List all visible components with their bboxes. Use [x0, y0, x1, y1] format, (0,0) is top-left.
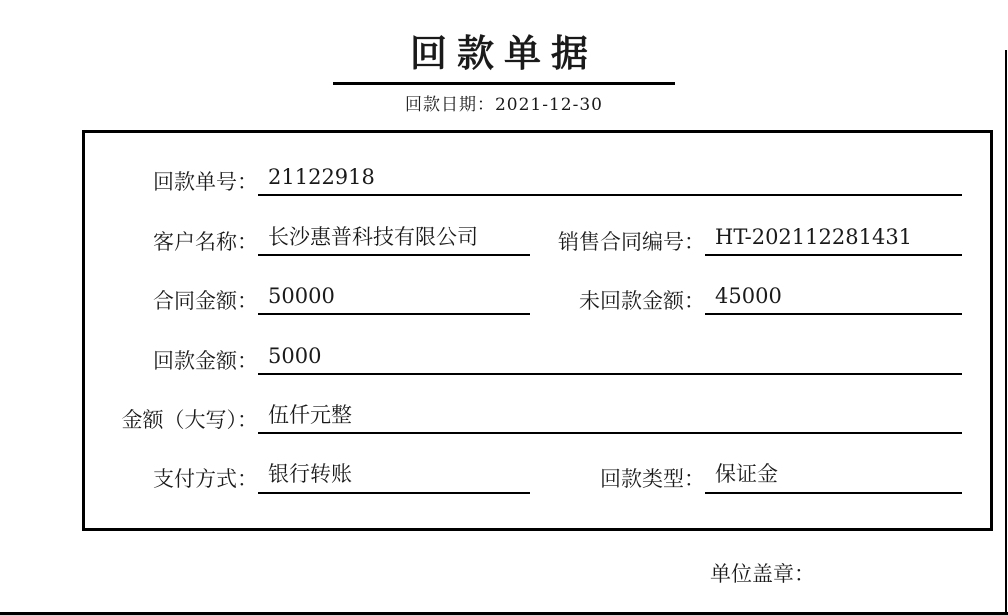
title-underline	[333, 82, 675, 85]
page-title: 回款单据	[410, 31, 598, 75]
contract-no-value: HT-202112281431	[705, 223, 962, 256]
payment-amount-label: 回款金额：	[153, 348, 258, 373]
form-row-customer-contract	[85, 223, 962, 256]
form-row-amount-in-words	[85, 401, 962, 434]
outstanding-amount-label: 未回款金额：	[579, 289, 705, 314]
contract-amount-label: 合同金额：	[153, 289, 258, 314]
date-label: 回款日期：	[404, 95, 495, 116]
date-line	[0, 90, 1008, 115]
payment-type-value: 保证金	[705, 460, 962, 493]
payment-method-value: 银行转账	[258, 460, 530, 493]
form-row-payment-amount	[85, 342, 962, 375]
form-row-receipt-no	[85, 163, 962, 196]
outstanding-amount-value: 45000	[705, 282, 962, 315]
date-value: 2021-12-30	[494, 95, 603, 116]
contract-amount-value: 50000	[258, 282, 530, 315]
form-row-amounts	[85, 282, 962, 315]
amount-in-words-value: 伍仟元整	[258, 401, 962, 434]
payment-amount-value: 5000	[258, 342, 962, 375]
payment-method-label: 支付方式：	[153, 467, 258, 492]
receipt-no-value: 21122918	[258, 163, 962, 196]
customer-label: 客户名称：	[153, 229, 258, 254]
receipt-box	[82, 130, 993, 531]
amount-in-words-label: 金额（大写）：	[121, 408, 258, 432]
page-edge-right-line	[1005, 50, 1007, 615]
form-row-method-type	[85, 460, 962, 493]
stamp-label: 单位盖章：	[710, 562, 815, 586]
payment-type-label: 回款类型：	[600, 467, 705, 492]
contract-no-label: 销售合同编号：	[558, 229, 705, 254]
customer-value: 长沙惠普科技有限公司	[258, 223, 530, 256]
receipt-header	[0, 30, 1008, 115]
receipt-no-label: 回款单号：	[153, 170, 258, 195]
